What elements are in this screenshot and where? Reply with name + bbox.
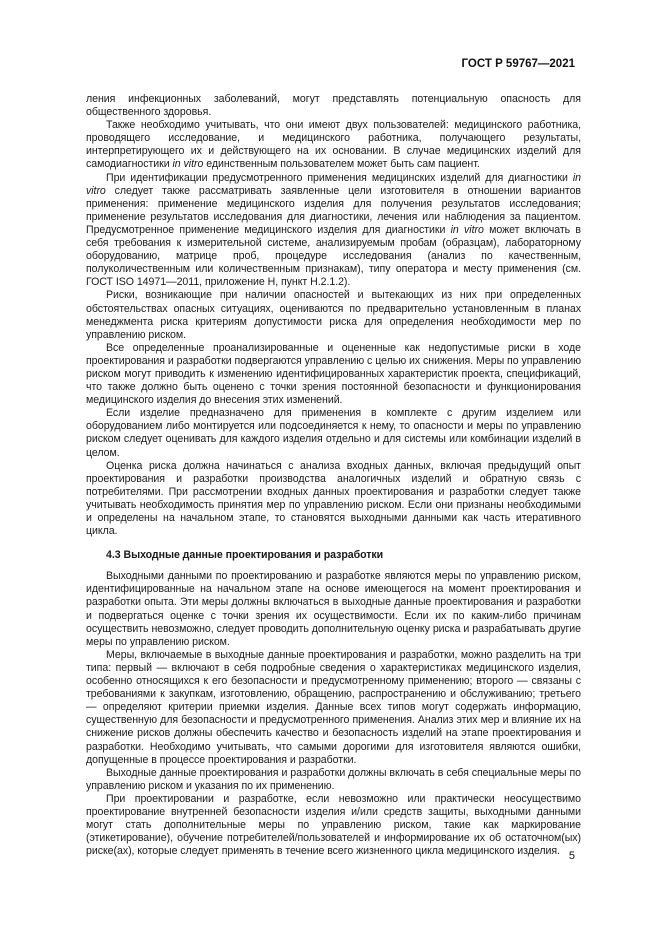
paragraph: Риски, возникающие при наличии опасностей и вытекающих из них при определенных обстоятельствах опасных ситуациях, оцениваются по предварительно установленным в планах менеджмента риска критериям допустимости риска для определения необходимости мер по управлению риском. xyxy=(86,289,581,341)
section-heading: 4.3 Выходные данные проектирования и разработки xyxy=(106,549,384,562)
document-code-header: ГОСТ Р 59767—2021 xyxy=(461,58,575,70)
paragraph: Если изделие предназначено для применения в комплекте с другим изделием или оборудованием либо монтируется или подсоединяется к нему, то опасности и меры по управлению риском следует оценивать для каждого изделия отдельно и для системы или комбинации изделий в целом. xyxy=(86,407,581,459)
paragraph: Выходными данными по проектированию и разработке являются меры по управлению риском, идентифицированные на начальном этапе на основе имеющегося на момент проектирования и разработки опыта. Эти меры должны включаться в выходные данные проектирования и разработки и подвергаться оценке с точки зрения их осуществимости. Если их по каким-либо причинам осуществить невозможно, следует проводить дополнительную оценку риска и разрабатывать другие меры по управлению риском. xyxy=(86,570,581,648)
paragraph: Оценка риска должна начинаться с анализа входных данных, включая предыдущий опыт проектирования и разработки производства аналогичных изделий и обратную связь с потребителями. При рассмотрении входных данных проектирования и разработки следует также учитывать необходимость принятия мер по управлению риском. Если они признаны необходимыми и определены на начальном этапе, то становятся выходными данными как часть итеративного цикла. xyxy=(86,459,581,538)
page-number: 5 xyxy=(568,850,575,862)
paragraph: Выходные данные проектирования и разработки должны включать в себя специальные меры по управлению риском и указания по их применению. xyxy=(86,766,581,792)
paragraph: Также необходимо учитывать, что они имеют двух пользователей: медицинского работника, проводящего исследование, и медицинского работника, получающего результаты, интерпретирующего их и действующего на их основании. В случае медицинских изделий для самодиагностики in vitro единственным пользователем может быть сам пациент. xyxy=(86,119,581,171)
document-body xyxy=(86,93,581,858)
paragraph: При проектировании и разработке, если невозможно или практически неосуществимо проектирование внутренней безопасности изделия и/или средств защиты, выходными данными могут стать дополнительные меры по управлению риском, такие как маркирование (этикетирование), обучение потребителей/пользователей и информирование их об остаточном(ых) риске(ах), которые следует применять в течение всего жизненного цикла медицинского изделия. xyxy=(86,792,581,858)
paragraph: ления инфекционных заболеваний, могут представлять потенциальную опасность для общественного здоровья. xyxy=(86,93,581,119)
paragraph: Меры, включаемые в выходные данные проектирования и разработки, можно разделить на три типа: первый — включают в себя подробные сведения о характеристиках медицинского изделия, особенно относящихся к его безопасности и предусмотренному применению; второго — связаны с требованиями к закупкам, изготовлению, обращению, распространению и обслуживанию; третьего — определяют критерии приемки изделия. Данные всех типов могут содержать информацию, существенную для безопасности и предусмотренного применения. Анализ этих мер и влияние их на снижение рисков должны обеспечить качество и безопасность изделий на этапе проектирования и разработки. Необходимо учитывать, что самыми дорогими для изготовителя являются ошибки, допущенные в процессе проектирования и разработки. xyxy=(86,648,581,766)
paragraph: Все определенные проанализированные и оцененные как недопустимые риски в ходе проектирования и разработки подвергаются управлению с целью их снижения. Меры по управлению риском могут приводить к изменению идентифицированных характеристик проекта, спецификаций, что также должно быть оценено с точки зрения постоянной безопасности и функционирования медицинского изделия до внесения этих изменений. xyxy=(86,341,581,407)
paragraph: При идентификации предусмотренного применения медицинских изделий для диагностики in vitro следует также рассматривать заявленные цели изготовителя в отношении вариантов применения: применение медицинского изделия для получения результатов исследования; применение результатов исследования для диагностики, лечения или наблюдения за пациентом. Предусмотренное применение медицинского изделия для диагностики in vitro может включать в себя требования к измерительной системе, анализируемым пробам (образцам), лабораторному оборудованию, матрице проб, процедуре исследования (анализ по качественным, полуколичественным или количественным признакам), типу оператора и месту применения (см. ГОСТ ISO 14971—2011, приложение H, пункт H.2.1.2). xyxy=(86,171,581,289)
